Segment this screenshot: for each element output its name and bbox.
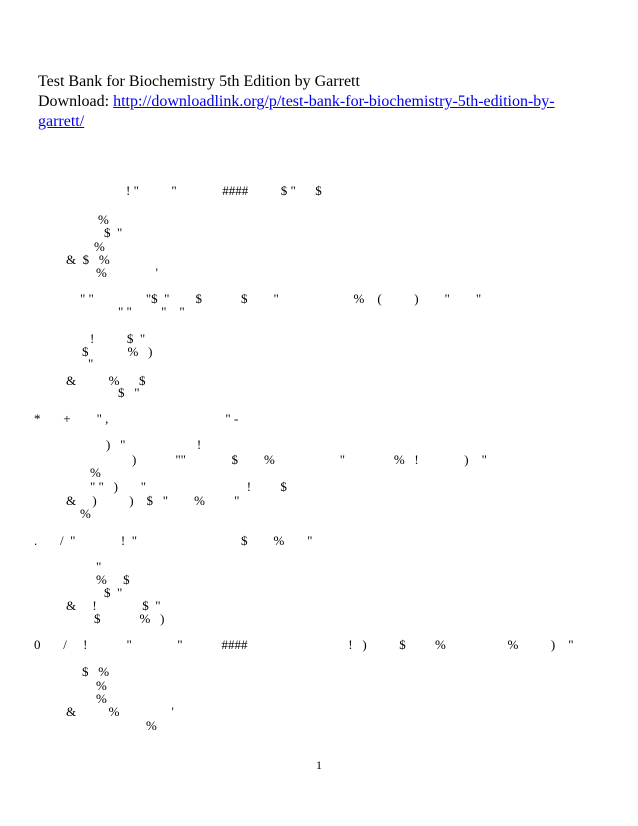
garbled-line: ! " " #### $ " $: [126, 183, 322, 198]
garbled-line: %: [96, 691, 107, 706]
garbled-line: $ %: [82, 664, 110, 679]
garbled-line: * + " , " -: [34, 411, 239, 426]
download-label: Download:: [38, 93, 114, 110]
download-line: [38, 92, 598, 112]
garbled-line: & ! $ ": [66, 598, 161, 613]
download-link[interactable]: http://downloadlink.org/p/test-bank-for-biochemistry-5th-edition-by-: [113, 93, 555, 110]
garbled-line: % ': [96, 265, 158, 280]
garbled-line: %: [96, 678, 107, 693]
garbled-line: $ ": [104, 585, 123, 600]
document-header: [38, 72, 598, 132]
garbled-line: " " " ": [118, 304, 185, 319]
garbled-line: ) " !: [106, 437, 202, 452]
garbled-line: $ ": [104, 225, 123, 240]
garbled-line: . / " ! " $ % ": [34, 533, 313, 548]
garbled-line: %: [98, 212, 109, 227]
garbled-line: $ % ): [94, 611, 165, 626]
garbled-line: " " "$ " $ $ " % ( ) " ": [80, 291, 482, 306]
garbled-line: & $ %: [66, 252, 110, 267]
garbled-line: %: [94, 239, 105, 254]
garbled-line: $ ": [118, 385, 140, 400]
garbled-line: & % $: [66, 373, 146, 388]
garbled-line: %: [80, 506, 91, 521]
page-number: 1: [316, 758, 322, 772]
garbled-line: %: [146, 718, 157, 733]
garbled-line: & % ': [66, 704, 174, 719]
document-title: Test Bank for Biochemistry 5th Edition by Garrett: [38, 73, 360, 90]
garbled-line: % $: [96, 572, 130, 587]
garbled-line: $ % ): [82, 344, 153, 359]
garbled-line: %: [90, 465, 101, 480]
garbled-line: ) "" $ % " % ! ) ": [132, 452, 487, 467]
garbled-line: 0 / ! " " #### ! ) $ % % ) ": [34, 637, 574, 652]
garbled-line: ": [88, 356, 94, 371]
download-link-part2[interactable]: garrett/: [38, 113, 85, 130]
garbled-line: " " ) " ! $: [90, 479, 287, 494]
garbled-line: & ) ) $ " % ": [66, 493, 240, 508]
garbled-line: ! $ ": [90, 331, 146, 346]
garbled-line: ": [96, 559, 102, 574]
download-link-continuation: [38, 112, 598, 132]
